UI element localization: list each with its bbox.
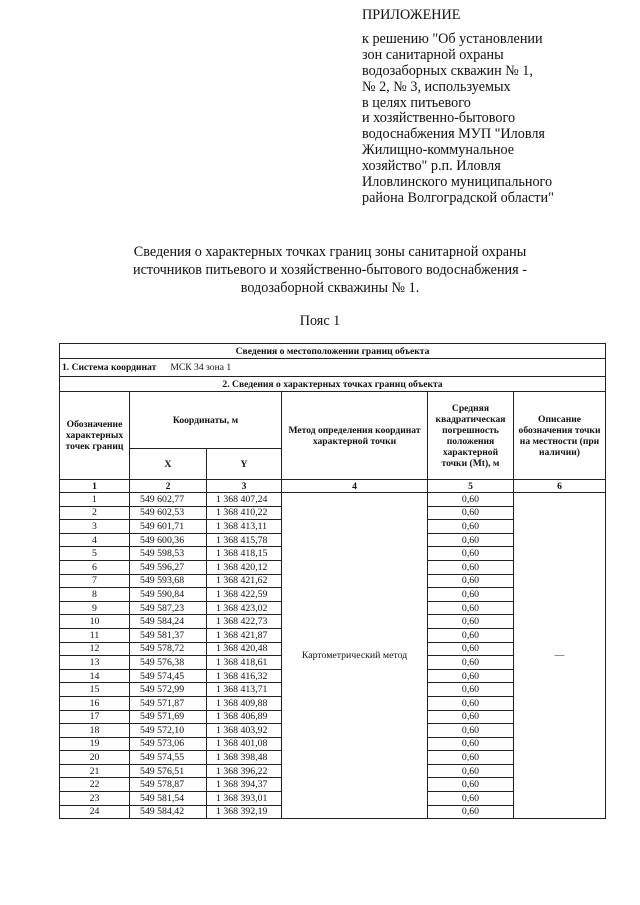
coord-y: 1 368 415,78 xyxy=(207,533,282,547)
point-number: 24 xyxy=(60,805,130,819)
accuracy-value: 0,60 xyxy=(428,792,514,806)
coord-y: 1 368 409,88 xyxy=(207,696,282,710)
col-header-accuracy: Средняя квадратическая погрешность положения характерной точки (Mt), м xyxy=(428,392,514,480)
col-number: 3 xyxy=(207,480,282,493)
appendix-line: Жилищно-коммунальное xyxy=(362,142,515,159)
point-number: 5 xyxy=(60,547,130,561)
coord-x: 549 602,77 xyxy=(130,493,207,507)
accuracy-value: 0,60 xyxy=(428,588,514,602)
accuracy-value: 0,60 xyxy=(428,751,514,765)
accuracy-value: 0,60 xyxy=(428,493,514,507)
coord-x: 549 600,36 xyxy=(130,533,207,547)
appendix-line: Иловлинского муниципального xyxy=(362,174,553,191)
coord-y: 1 368 393,01 xyxy=(207,792,282,806)
point-number: 19 xyxy=(60,737,130,751)
coord-y: 1 368 422,73 xyxy=(207,615,282,629)
point-number: 20 xyxy=(60,751,130,765)
coord-y: 1 368 421,87 xyxy=(207,628,282,642)
appendix-line: к решению "Об установлении xyxy=(362,30,543,47)
coord-y: 1 368 422,59 xyxy=(207,588,282,602)
coordinate-system-label: 1. Система координат xyxy=(62,362,157,373)
accuracy-value: 0,60 xyxy=(428,547,514,561)
point-number: 17 xyxy=(60,710,130,724)
point-number: 1 xyxy=(60,493,130,507)
appendix-line: района Волгоградской области" xyxy=(362,189,554,206)
coord-x: 549 578,72 xyxy=(130,642,207,656)
accuracy-value: 0,60 xyxy=(428,520,514,534)
coord-y: 1 368 398,48 xyxy=(207,751,282,765)
coord-x: 549 572,99 xyxy=(130,683,207,697)
coord-x: 549 596,27 xyxy=(130,560,207,574)
accuracy-value: 0,60 xyxy=(428,642,514,656)
coord-y: 1 368 421,62 xyxy=(207,574,282,588)
appendix-line: водозаборных скважин № 1, xyxy=(362,62,533,79)
table-row xyxy=(60,493,606,507)
col-number: 4 xyxy=(282,480,428,493)
accuracy-value: 0,60 xyxy=(428,724,514,738)
title-line: источников питьевого и хозяйственно-бытового водоснабжения - xyxy=(133,262,527,278)
coord-y: 1 368 413,11 xyxy=(207,520,282,534)
point-number: 22 xyxy=(60,778,130,792)
section-points-header: 2. Сведения о характерных точках границ объекта xyxy=(60,377,606,392)
col-number: 2 xyxy=(130,480,207,493)
coord-y: 1 368 394,37 xyxy=(207,778,282,792)
coord-x: 549 590,84 xyxy=(130,588,207,602)
point-number: 23 xyxy=(60,792,130,806)
point-number: 21 xyxy=(60,764,130,778)
point-number: 6 xyxy=(60,560,130,574)
appendix-line: зон санитарной охраны xyxy=(362,46,504,63)
appendix-line: и хозяйственно-бытового xyxy=(362,110,516,127)
col-header-coordinates: Координаты, м xyxy=(130,392,282,449)
point-number: 18 xyxy=(60,724,130,738)
description-cell: — xyxy=(514,493,606,819)
col-header-x: X xyxy=(130,449,207,480)
col-number: 5 xyxy=(428,480,514,493)
accuracy-value: 0,60 xyxy=(428,574,514,588)
coord-y: 1 368 392,19 xyxy=(207,805,282,819)
document-title xyxy=(60,243,600,297)
method-cell: Картометрический метод xyxy=(282,493,428,819)
coord-y: 1 368 410,22 xyxy=(207,506,282,520)
section-location-header: Сведения о местоположении границ объекта xyxy=(60,344,606,359)
coord-x: 549 572,10 xyxy=(130,724,207,738)
belt-label: Пояс 1 xyxy=(299,313,341,329)
coord-x: 549 574,45 xyxy=(130,669,207,683)
appendix-line: хозяйство" р.п. Иловля xyxy=(362,158,501,175)
appendix-heading: ПРИЛОЖЕНИЕ xyxy=(362,7,461,23)
coord-y: 1 368 416,32 xyxy=(207,669,282,683)
point-number: 2 xyxy=(60,506,130,520)
accuracy-value: 0,60 xyxy=(428,696,514,710)
coord-y: 1 368 406,89 xyxy=(207,710,282,724)
point-number: 14 xyxy=(60,669,130,683)
coord-x: 549 571,69 xyxy=(130,710,207,724)
accuracy-value: 0,60 xyxy=(428,710,514,724)
coord-y: 1 368 396,22 xyxy=(207,764,282,778)
point-number: 13 xyxy=(60,656,130,670)
point-number: 9 xyxy=(60,601,130,615)
coord-y: 1 368 403,92 xyxy=(207,724,282,738)
coord-x: 549 574,55 xyxy=(130,751,207,765)
coord-x: 549 581,37 xyxy=(130,628,207,642)
accuracy-value: 0,60 xyxy=(428,506,514,520)
coord-y: 1 368 418,61 xyxy=(207,656,282,670)
point-number: 11 xyxy=(60,628,130,642)
appendix-line: в целях питьевого xyxy=(362,94,471,111)
coord-y: 1 368 420,48 xyxy=(207,642,282,656)
col-header-point: Обозначение характерных точек границ xyxy=(60,392,130,480)
coord-x: 549 571,87 xyxy=(130,696,207,710)
coordinate-system-row xyxy=(60,359,606,377)
point-number: 10 xyxy=(60,615,130,629)
coord-x: 549 598,53 xyxy=(130,547,207,561)
appendix-block xyxy=(362,8,632,207)
col-header-description: Описание обозначения точки на местности (при наличии) xyxy=(514,392,606,480)
accuracy-value: 0,60 xyxy=(428,560,514,574)
point-number: 7 xyxy=(60,574,130,588)
col-number: 6 xyxy=(514,480,606,493)
coord-x: 549 584,42 xyxy=(130,805,207,819)
title-line: Сведения о характерных точках границ зоны санитарной охраны xyxy=(133,244,527,260)
appendix-line: № 2, № 3, используемых xyxy=(362,78,511,95)
point-number: 3 xyxy=(60,520,130,534)
coord-x: 549 581,54 xyxy=(130,792,207,806)
accuracy-value: 0,60 xyxy=(428,778,514,792)
col-header-method: Метод определения координат характерной точки xyxy=(282,392,428,480)
accuracy-value: 0,60 xyxy=(428,764,514,778)
coord-x: 549 578,87 xyxy=(130,778,207,792)
coord-x: 549 593,68 xyxy=(130,574,207,588)
point-number: 15 xyxy=(60,683,130,697)
coord-y: 1 368 423,02 xyxy=(207,601,282,615)
accuracy-value: 0,60 xyxy=(428,601,514,615)
accuracy-value: 0,60 xyxy=(428,533,514,547)
coord-y: 1 368 407,24 xyxy=(207,493,282,507)
coord-x: 549 584,24 xyxy=(130,615,207,629)
col-number: 1 xyxy=(60,480,130,493)
coord-y: 1 368 401,08 xyxy=(207,737,282,751)
accuracy-value: 0,60 xyxy=(428,683,514,697)
point-number: 12 xyxy=(60,642,130,656)
accuracy-value: 0,60 xyxy=(428,656,514,670)
coord-x: 549 602,53 xyxy=(130,506,207,520)
boundary-points-table xyxy=(59,343,606,819)
accuracy-value: 0,60 xyxy=(428,669,514,683)
coord-y: 1 368 420,12 xyxy=(207,560,282,574)
coord-y: 1 368 413,71 xyxy=(207,683,282,697)
appendix-line: водоснабжения МУП "Иловля xyxy=(362,126,545,143)
title-line: водозаборной скважины № 1. xyxy=(240,280,420,296)
coord-x: 549 587,23 xyxy=(130,601,207,615)
coord-x: 549 576,38 xyxy=(130,656,207,670)
coord-x: 549 573,06 xyxy=(130,737,207,751)
accuracy-value: 0,60 xyxy=(428,805,514,819)
accuracy-value: 0,60 xyxy=(428,628,514,642)
accuracy-value: 0,60 xyxy=(428,737,514,751)
point-number: 4 xyxy=(60,533,130,547)
coord-x: 549 601,71 xyxy=(130,520,207,534)
coordinate-system-value: МСК 34 зона 1 xyxy=(170,362,232,373)
point-number: 16 xyxy=(60,696,130,710)
col-header-y: Y xyxy=(207,449,282,480)
point-number: 8 xyxy=(60,588,130,602)
coord-y: 1 368 418,15 xyxy=(207,547,282,561)
accuracy-value: 0,60 xyxy=(428,615,514,629)
coord-x: 549 576,51 xyxy=(130,764,207,778)
